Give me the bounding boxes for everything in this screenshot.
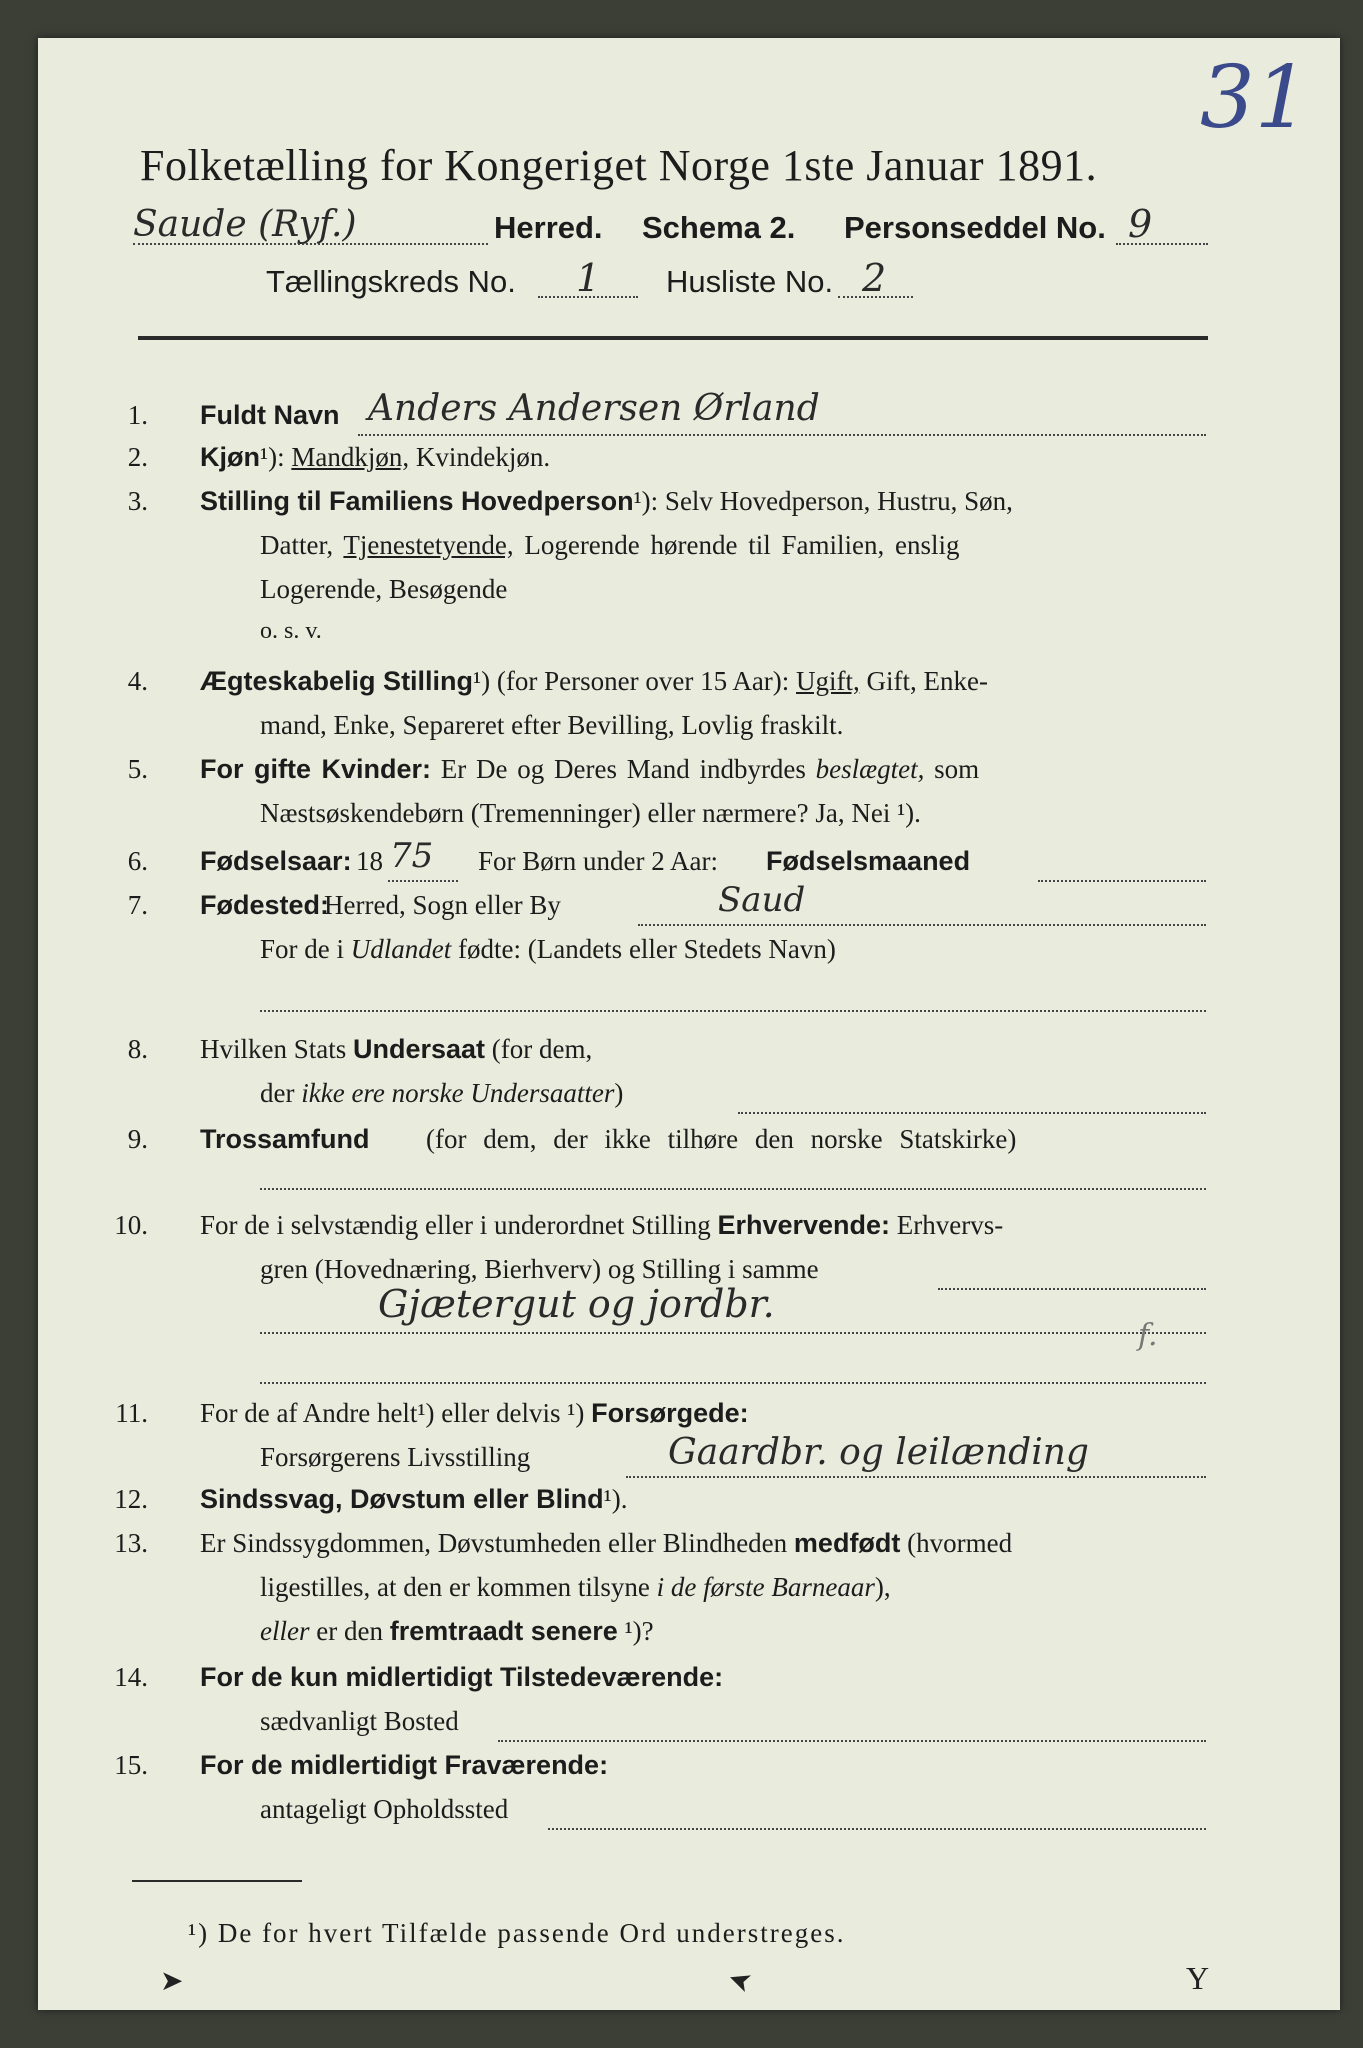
q14-l1: For de kun midlertidigt Tilstedeværende: [200,1662,724,1692]
q12-number: 12. [114,1484,148,1514]
q7-dots [638,924,1206,926]
q7-l2c: fødte: (Landets eller Stedets Navn) [458,934,836,964]
q7-foreign-dots [260,1010,1206,1012]
q11-number: 11. [115,1398,148,1428]
schema-label: Schema 2. [642,210,796,245]
q13-line3 [260,1616,654,1647]
q7-l2a: For de i [260,934,344,964]
q8-l2a: der [260,1078,295,1108]
q5-l1b: beslægtet, [815,754,925,784]
q5-number: 5. [127,754,148,784]
q14-number: 14. [114,1662,148,1692]
q2-line [200,442,550,473]
q12-label: Sindssvag, Døvstum eller Blind [200,1484,604,1514]
personseddel-value: 9 [1128,202,1153,246]
herred-label: Herred. [494,210,603,245]
q13-line2 [260,1572,891,1603]
q2-opt-kvindekjon: Kvindekjøn. [415,442,551,472]
q10-l1b: Erhvervende: [717,1210,891,1240]
q3-line2 [260,530,959,561]
q6-label: Fødselsaar: [200,846,352,876]
q4-l1a: (for Personer over 15 Aar): [496,666,790,696]
q3-l2c: Logerende hørende til Familien, enslig [524,530,960,560]
q9-number: 9. [127,1124,148,1154]
q10-line2: gren (Hovednæring, Bierhverv) og Stilling i samme [260,1254,819,1284]
q13-l2a: ligestilles, at den er kommen tilsyne [260,1572,650,1602]
q10-mark: f. [1138,1318,1158,1353]
q4-line2: mand, Enke, Separeret efter Bevilling, Lovlig fraskilt. [260,710,844,740]
q11-dots [626,1476,1206,1478]
header-divider [138,336,1208,340]
q9-dots [260,1188,1206,1190]
q3-sup: ¹): [633,486,659,516]
q2-opt-mandkjon: Mandkjøn, [291,442,410,472]
q7-label: Fødested: [200,890,330,920]
q5-line1 [200,754,979,785]
q3-l2b-tjenestetyende: Tjenestetyende, [343,530,514,560]
q8-line1 [200,1034,592,1065]
q15-l1: For de midlertidigt Fraværende: [200,1750,609,1780]
q7-line2 [260,934,836,965]
q10-dots3 [260,1382,1206,1384]
q4-sup: ¹) [473,666,491,696]
q13-number: 13. [114,1528,148,1558]
footnote: ¹) De for hvert Tilfælde passende Ord understreges. [188,1918,846,1948]
herred-dots [133,243,488,245]
q3-l1: Selv Hovedperson, Hustru, Søn, [664,486,1013,516]
q7-l2b: Udlandet [350,934,452,964]
form-title: Folketælling for Kongeriget Norge 1ste Januar 1891. [140,141,1098,190]
q8-l1b: Undersaat [353,1034,486,1064]
kreds-dots [538,296,638,298]
q3-l2a: Datter, [260,530,334,560]
q4-label: Ægteskabelig Stilling [200,666,474,696]
q15-l2: antageligt Opholdssted [260,1794,509,1824]
q13-l1a: Er Sindssygdommen, Døvstumheden eller Blindheden [200,1528,788,1558]
q12-sup: ¹). [603,1484,628,1514]
kreds-value: 1 [576,256,601,300]
personseddel-label: Personseddel No. [844,210,1106,245]
personseddel-dots [1116,243,1208,245]
q6-year-dots [388,880,458,882]
q15-dots [548,1828,1206,1830]
q8-line2: der ikke ere norske Undersaatter) [260,1078,624,1108]
corner-mark-left: ➤ [160,1966,184,1997]
q4-l1c: Gift, Enke- [866,666,989,696]
q7-number: 7. [127,890,148,920]
q4-number: 4. [127,666,148,696]
q2-number: 2. [127,442,148,472]
q11-l1b: ¹) eller delvis ¹) [417,1398,585,1428]
q4-l1b-ugift: Ugift, [796,666,860,696]
husliste-dots [838,296,913,298]
q13-l3a: eller [260,1616,310,1646]
q5-l1c: som [934,754,980,784]
q14-l2: sædvanligt Bosted [260,1706,459,1736]
q10-l1a: For de i selvstændig eller i underordnet Stilling [200,1210,711,1240]
q14-dots [498,1740,1206,1742]
q7-l1: Herred, Sogn eller By [324,890,561,920]
q8-l1c: (for dem, [491,1034,593,1064]
corner-mark-middle: ➤ [723,1961,757,2000]
q11-line1 [200,1398,749,1429]
q13-l3b: er den [316,1616,383,1646]
q3-number: 3. [127,486,148,516]
q12-line [200,1484,627,1515]
q11-line2: Forsørgerens Livsstilling [260,1442,531,1472]
q7-value: Saud [718,880,806,920]
husliste-label: Husliste No. [666,264,834,299]
q15-number: 15. [114,1750,148,1780]
q8-dots [738,1112,1206,1114]
q13-line1 [200,1528,1012,1559]
q6-value: 75 [390,836,434,876]
q13-l2c: ), [874,1572,891,1602]
q1-label: Fuldt Navn [200,400,340,430]
q6-month-label: Fødselsmaaned [766,846,971,876]
q4-line1 [200,666,988,697]
q10-l1c: Erhvervs- [896,1210,1004,1240]
q10-dots1 [938,1288,1206,1290]
q3-line4: o. s. v. [260,618,322,644]
q5-label: For gifte Kvinder: [200,754,432,784]
q10-line1 [200,1210,1003,1241]
q6-under2: For Børn under 2 Aar: [478,846,718,876]
q13-l3d: ¹)? [624,1616,654,1646]
q11-l1a: For de af Andre helt [200,1398,418,1428]
q5-line2: Næstsøskendebørn (Tremenninger) eller nærmere? Ja, Nei ¹). [260,798,921,828]
q1-number: 1. [127,400,148,430]
q1-dots [358,434,1206,436]
q3-line3: Logerende, Besøgende [260,574,508,604]
q10-number: 10. [114,1210,148,1240]
q13-l1b: medfødt [793,1528,901,1558]
q1-value: Anders Andersen Ørland [368,388,820,429]
q13-l3c: fremtraadt senere [389,1616,618,1646]
q8-l2b: ikke ere norske Undersaatter [301,1078,615,1108]
herred-value: Saude (Ryf.) [133,204,357,245]
q13-l2b: i de første Barneaar [656,1572,875,1602]
q11-l1c: Forsørgede: [591,1398,749,1428]
kreds-label: Tællingskreds No. [266,264,516,299]
q6-prefix: 18 [356,846,383,876]
q3-label: Stilling til Familiens Hovedperson [200,486,634,516]
footnote-rule [132,1880,302,1882]
q8-l1a: Hvilken Stats [200,1034,347,1064]
husliste-value: 2 [862,256,887,300]
q11-value: Gaardbr. og leilænding [668,1432,1089,1473]
q6-number: 6. [127,846,148,876]
q2-sup: ¹): [260,442,285,472]
q3-line1 [200,486,1013,517]
census-form-page [38,38,1340,2010]
q6-month-dots [1038,880,1206,882]
q8-number: 8. [127,1034,148,1064]
q9-label: Trossamfund [200,1124,370,1154]
q13-l1c: (hvormed [907,1528,1013,1558]
q5-l1a: Er De og Deres Mand indbyrdes [440,754,806,784]
q2-label: Kjøn [200,442,260,472]
q9-l1: (for dem, der ikke tilhøre den norske Statskirke) [426,1124,1017,1154]
q10-value: Gjætergut og jordbr. [378,1282,775,1326]
page-number: 31 [1200,48,1310,148]
q10-dots2 [260,1332,1206,1334]
corner-mark-right: Y [1186,1960,1210,1996]
